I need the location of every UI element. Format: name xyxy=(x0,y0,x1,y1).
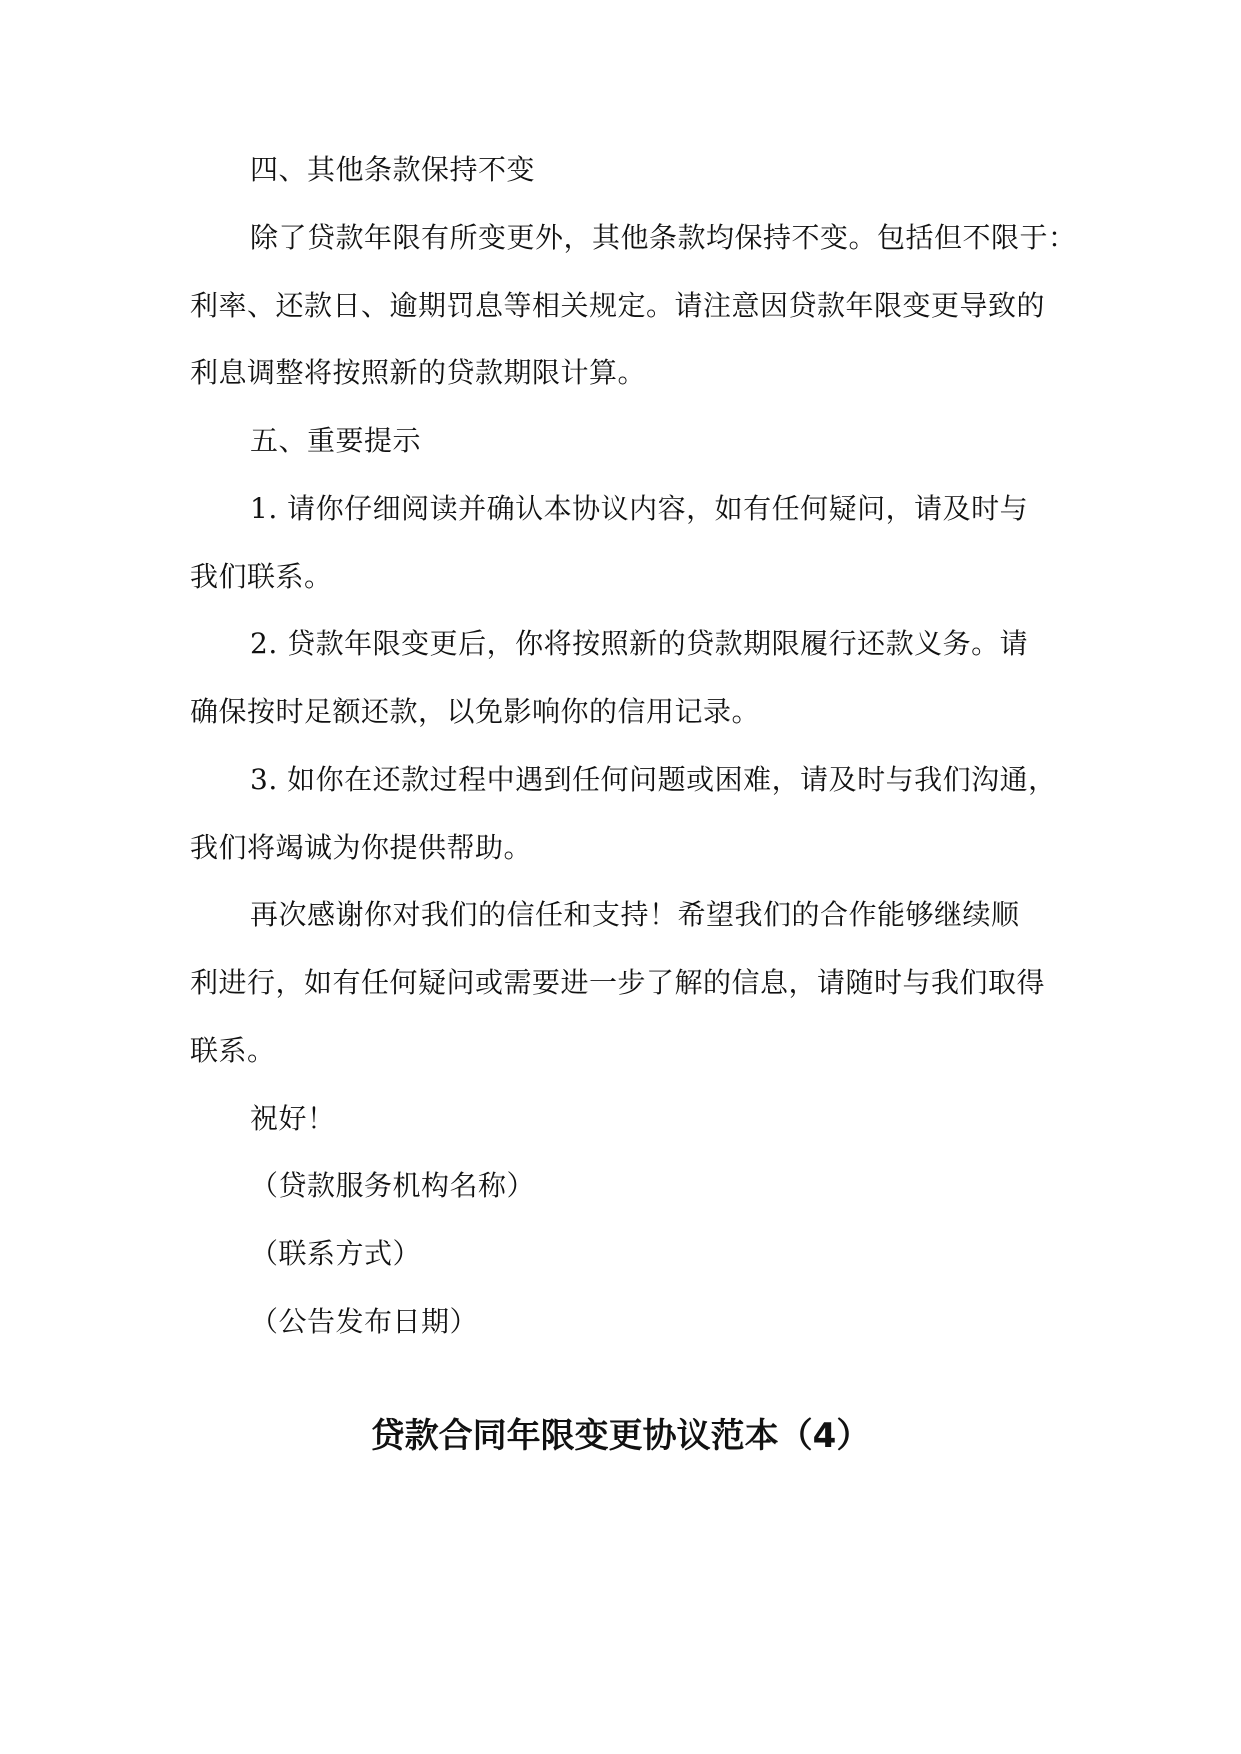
item1-line-1: 1. 请你仔细阅读并确认本协议内容，如有任何疑问，请及时与 xyxy=(250,492,1029,525)
item2-line-1: 2. 贷款年限变更后，你将按照新的贷款期限履行还款义务。请 xyxy=(250,627,1029,660)
next-section-title: 贷款合同年限变更协议范本（4） xyxy=(370,1416,871,1456)
section5-heading: 五、重要提示 xyxy=(250,424,422,457)
closing-org: （贷款服务机构名称） xyxy=(250,1169,536,1202)
closing-contact: （联系方式） xyxy=(250,1237,422,1270)
section4-para-line-3: 利息调整将按照新的贷款期限计算。 xyxy=(190,356,647,389)
section4-para-line-2: 利率、还款日、逾期罚息等相关规定。请注意因贷款年限变更导致的 xyxy=(190,289,1046,322)
item1-line-2: 我们联系。 xyxy=(190,560,333,593)
item3-line-2: 我们将竭诚为你提供帮助。 xyxy=(190,831,533,864)
section4-para-line-1: 除了贷款年限有所变更外，其他条款均保持不变。包括但不限于： xyxy=(250,221,1077,254)
closing-para-line-2: 利进行，如有任何疑问或需要进一步了解的信息，请随时与我们取得 xyxy=(190,966,1046,999)
item3-line-1: 3. 如你在还款过程中遇到任何问题或困难，请及时与我们沟通， xyxy=(250,763,1057,796)
item2-line-2: 确保按时足额还款，以免影响你的信用记录。 xyxy=(190,695,761,728)
closing-para-line-3: 联系。 xyxy=(190,1034,276,1067)
section4-heading: 四、其他条款保持不变 xyxy=(250,153,536,186)
closing-greeting: 祝好！ xyxy=(250,1102,336,1135)
closing-para-line-1: 再次感谢你对我们的信任和支持！希望我们的合作能够继续顺 xyxy=(250,898,1020,931)
closing-date: （公告发布日期） xyxy=(250,1305,479,1338)
